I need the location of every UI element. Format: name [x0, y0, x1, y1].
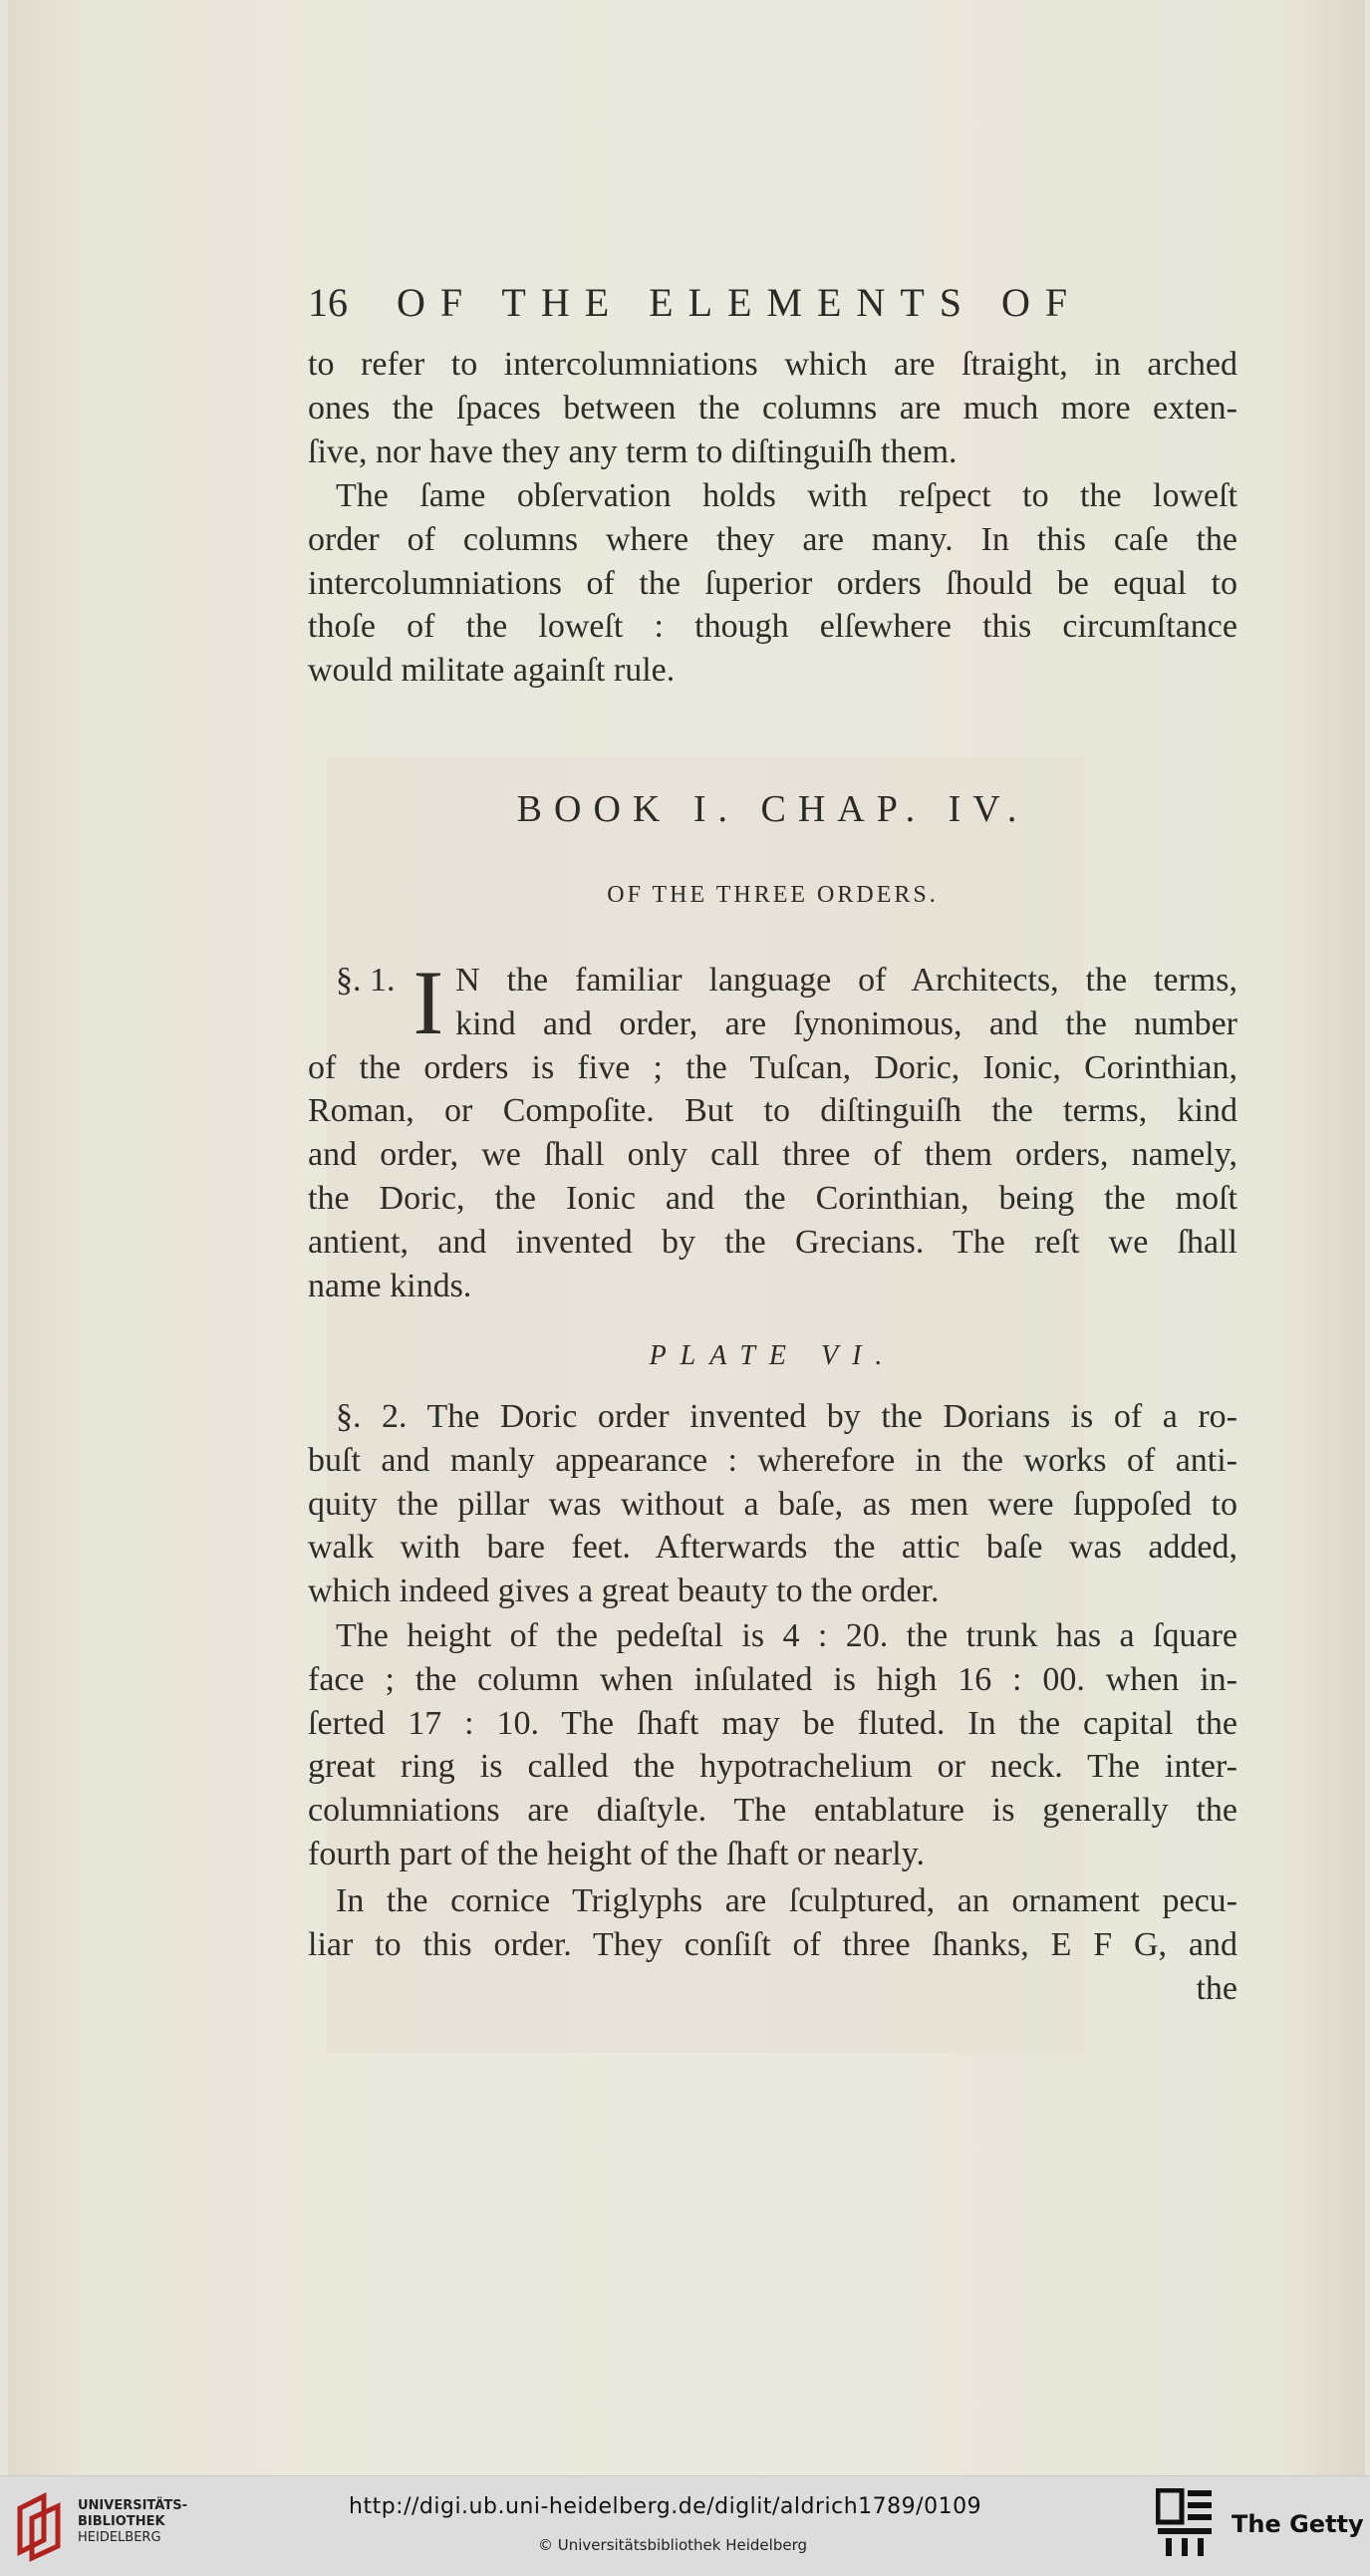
book-chapter-heading: BOOK I. CHAP. IV.	[516, 788, 1029, 830]
text-line: to refer to intercolumniations which are ſtraight, in arched	[308, 346, 1237, 383]
running-title: OF THE ELEMENTS OF	[397, 280, 1083, 325]
text-line: kind and order, are ſynonimous, and the number	[455, 1004, 1237, 1042]
library-name	[78, 2498, 187, 2546]
text-line: would militate againſt rule.	[308, 652, 676, 690]
text-line: quity the pillar was without a baſe, as men were ſuppoſed to	[308, 1485, 1237, 1523]
observation-paragraph	[308, 474, 1237, 693]
text-line: and order, we ſhall only call three of them orders, namely,	[308, 1136, 1237, 1174]
plate-heading: PLATE VI.	[649, 1340, 897, 1371]
section-1	[308, 952, 1237, 1307]
text-line: ſerted 17 : 10. The ſhaft may be fluted. In the capital the	[308, 1704, 1237, 1742]
text-line: great ring is called the hypotrachelium or neck. The inter-	[308, 1748, 1237, 1786]
text-line: which indeed gives a great beauty to the order.	[308, 1573, 940, 1610]
text-line: of the orders is five ; the Tuſcan, Doric, Ionic, Corinthian,	[308, 1048, 1237, 1086]
getty-logo-icon	[1156, 2488, 1214, 2560]
text-line: order of columns where they are many. In this caſe the	[308, 520, 1237, 558]
text-line: In the cornice Triglyphs are ſculptured, an ornament pecu-	[336, 1882, 1237, 1919]
university-library-logo-icon	[14, 2492, 66, 2562]
text-line: ſive, nor have they any term to diſtinguiſh them.	[308, 432, 958, 470]
section-marker: §. 1.	[336, 962, 396, 999]
library-line-2: BIBLIOTHEK	[78, 2514, 165, 2529]
permalink-url[interactable]: http://digi.ub.uni-heidelberg.de/diglit/aldrich1789/0109	[349, 2494, 982, 2519]
text-line: ones the ſpaces between the columns are much more exten-	[308, 389, 1237, 427]
text-line: Roman, or Compoſite. But to diſtinguiſh the terms, kind	[308, 1092, 1237, 1130]
text-line: antient, and invented by the Grecians. The reſt we ſhall	[308, 1223, 1237, 1261]
text-line: The ſame obſervation holds with reſpect to the loweſt	[336, 477, 1237, 514]
page-number: 16	[308, 280, 348, 325]
text-line: columniations are diaſtyle. The entablature is generally the	[308, 1792, 1237, 1830]
copyright-notice: © Universitätsbibliothek Heidelberg	[538, 2536, 808, 2554]
chapter-subtitle: OF THE THREE ORDERS.	[607, 882, 939, 908]
text-line: §. 2. The Doric order invented by the Dorians is of a ro-	[336, 1398, 1237, 1435]
running-head	[308, 279, 1237, 326]
catchword: the	[1196, 1969, 1237, 2007]
drop-cap: I	[412, 952, 444, 1053]
text-line: N the familiar language of Architects, the terms,	[455, 962, 1237, 999]
getty-label: The Getty	[1232, 2510, 1364, 2538]
text-line: fourth part of the height of the ſhaft or nearly.	[308, 1835, 926, 1872]
text-line: walk with bare feet. Afterwards the attic baſe was added,	[308, 1529, 1237, 1567]
text-line: The height of the pedeſtal is 4 : 20. the trunk has a ſquare	[336, 1617, 1237, 1654]
text-line: thoſe of the loweſt : though elſewhere this circumſtance	[308, 608, 1237, 646]
text-line: buſt and manly appearance : wherefore in the works of anti-	[308, 1441, 1237, 1479]
library-line-1: UNIVERSITÄTS-	[78, 2498, 187, 2513]
library-line-3: HEIDELBERG	[78, 2530, 161, 2545]
text-line: intercolumniations of the ſuperior orders ſhould be equal to	[308, 564, 1237, 602]
text-line: the Doric, the Ionic and the Corinthian, being the moſt	[308, 1179, 1237, 1217]
text-line: face ; the column when inſulated is high 16 : 00. when in-	[308, 1660, 1237, 1698]
text-line: name kinds.	[308, 1267, 472, 1304]
text-line: liar to this order. They conſiſt of three ſhanks, E F G, and	[308, 1925, 1237, 1963]
footer-bar	[0, 2475, 1370, 2576]
cornice-paragraph	[308, 1879, 1237, 2010]
proportions-paragraph	[308, 1614, 1237, 1876]
intro-paragraph	[308, 343, 1237, 473]
section-2	[308, 1395, 1237, 1613]
